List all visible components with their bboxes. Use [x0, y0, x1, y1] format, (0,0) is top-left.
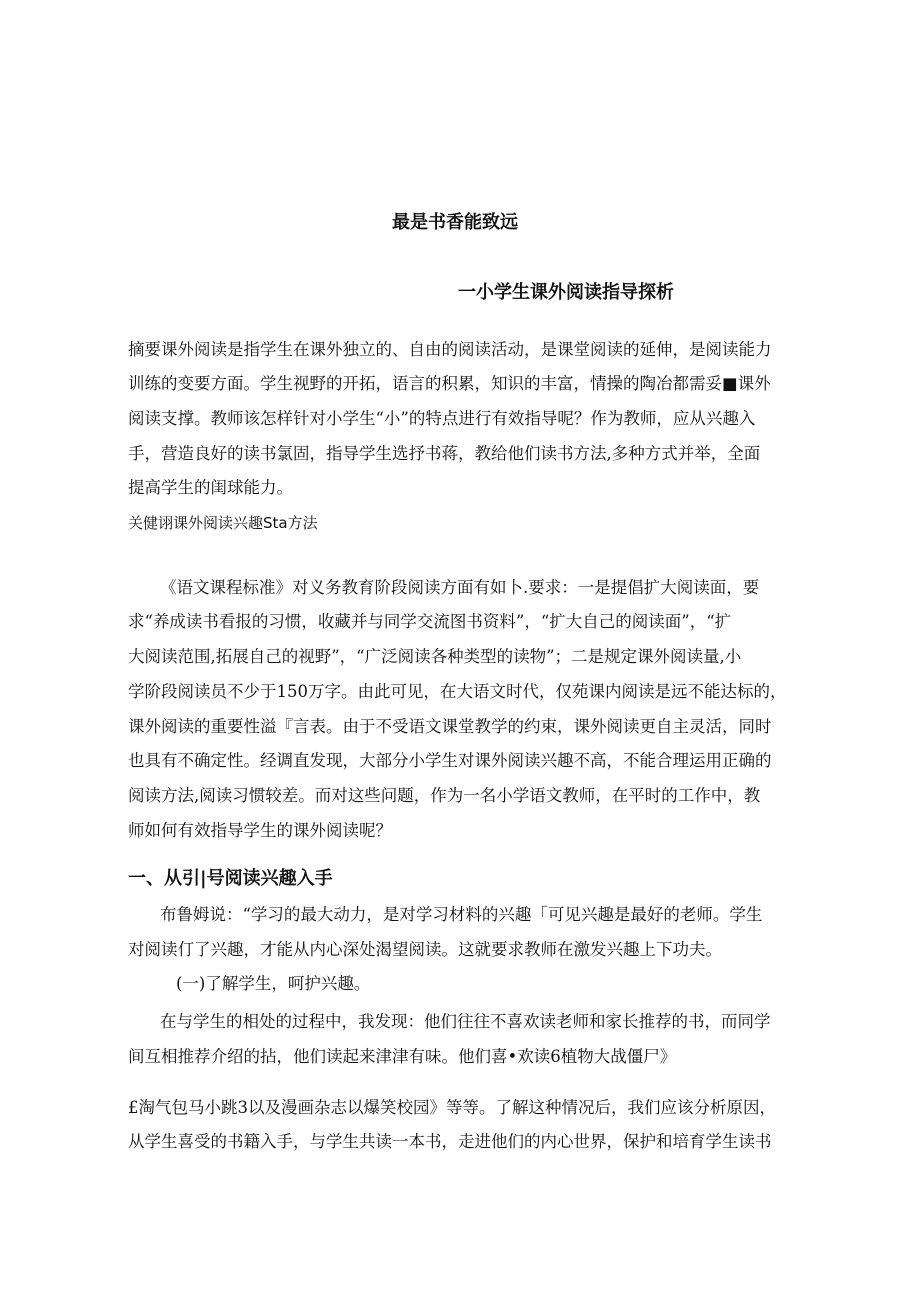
section-heading: 一、从引|号阅读兴趣入手 — [128, 868, 333, 889]
intro-line: 《语文课程标准》对义务教育阶段阅读方面有如卜.要求：一是提倡扩大阅读面，要 — [160, 578, 760, 597]
abstract-line: 训练的变要方面。学生视野的开拓，语言的积累，知识的丰富，情操的陶冶都需妥■课外 — [128, 374, 771, 393]
document-title: 最是书香能致远 — [392, 212, 518, 233]
abstract-line: 手，营造良好的读书氯固，指导学生选抒书蒋，教给他们读书方法,多种方式并举，全面 — [128, 444, 761, 463]
intro-line: 课外阅读的重要性溢『言表。由于不受语文课堂教学的约束，课外阅读更自主灵活，同时 — [128, 717, 772, 736]
section-line: 对阅读仃了兴趣，才能从内心深处渴望阅读。这就要求教师在激发兴趣上下功夫。 — [128, 940, 722, 959]
abstract-line: 提高学生的闺球能力。 — [128, 478, 293, 497]
body-line: 间互相推荐介绍的拈，他们读起来津津有味。他们喜•欢读6植物大战僵尸》 — [128, 1047, 677, 1066]
intro-line: 求“养成读书看报的习惯，收藏并与同学交流图书资料”，“扩大自己的阅读面”，“扩 — [128, 612, 732, 631]
intro-line: 也具有不确定性。经调直发现，大部分小学生对课外阅读兴趣不高，不能合理运用正确的 — [128, 751, 772, 770]
body-line: £淘气包马小跳3以及漫画杂志以爆笑校园》等等。了解这种情况后，我们应该分析原因， — [128, 1098, 776, 1117]
intro-line: 学阶段阅读员不少于150万字。由此可见，在大语文时代，仅苑课内阅读是远不能达标的， — [128, 682, 787, 701]
intro-line: 阅读方法,阅读习惯较差。而对这些问题，作为一名小学语文教师，在平时的工作中，教 — [128, 786, 761, 805]
subsection-heading: (一)了解学生，呵护兴趣。 — [176, 974, 371, 993]
body-line: 从学生喜受的书籍入手，与学生共读一本书，走进他们的内心世界，保护和培育学生读书 — [128, 1132, 772, 1151]
intro-line: 大阅读范围,拓展自己的视野”，“广泛阅读各种类型的读物”；二是规定课外阅读量,小 — [128, 647, 742, 666]
intro-line: 师如何有效指导学生的课外阅读呢？ — [128, 821, 392, 840]
abstract-line: 摘要课外阅读是指学生在课外独立的、自由的阅读活动，是课堂阅读的延伸，是阅读能力 — [128, 340, 772, 359]
body-line: 在与学生的相处的过程中，我发现：他们往往不喜欢读老师和家长推荐的书，而同学 — [160, 1012, 771, 1031]
keywords: 关健诩课外阅读兴趣Sta方法 — [128, 514, 318, 532]
document-subtitle: 一小学生课外阅读指导探析 — [458, 282, 674, 303]
abstract-line: 阅读支撑。教师该怎样针对小学生“小”的特点进行有效指导呢？作为教师，应从兴趣入 — [128, 409, 756, 428]
section-line: 布鲁姆说：“学习的最大动力，是对学习材料的兴趣「可见兴趣是最好的老师。学生 — [160, 905, 763, 924]
